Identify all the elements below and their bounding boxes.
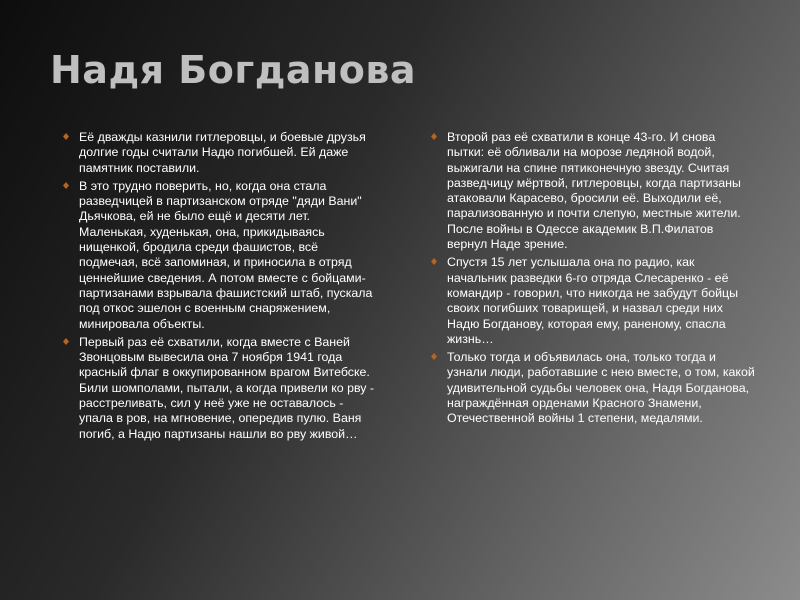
bullet-paragraph <box>430 255 755 347</box>
paragraph-text: В это трудно поверить, но, когда она стала разведчицей в партизанском отряде "дяди Вани" Дьячкова, ей не было ещё и десяти лет. Маленькая, худенькая, она, прикидываясь нищенкой, бродила среди фашистов, всё подмечая, всё запоминая, и приносила в отряд ценнейшие сведения. А потом вместе с бойцами-партизанами взрывала фашистский штаб, пускала под откос эшелон с военным снаряжением, минировала объекты. <box>79 178 373 331</box>
bullet-paragraph <box>62 179 377 332</box>
bullet-paragraph <box>430 130 755 252</box>
diamond-bullet-icon <box>63 182 69 189</box>
diamond-bullet-icon <box>431 133 437 140</box>
right-column <box>430 130 755 430</box>
diamond-bullet-icon <box>431 353 437 360</box>
paragraph-text: Первый раз её схватили, когда вместе с Ваней Звонцовым вывесила она 7 ноября 1941 года красный флаг в оккупированном врагом Витебске. Били шомполами, пытали, а когда привели ко рву - расстреливать, сил у неё уже не оставалось - упала в ров, на мгновение, опередив пулю. Ваня погиб, а Надю партизаны нашли во рву живой… <box>79 334 375 441</box>
diamond-bullet-icon <box>63 133 69 140</box>
paragraph-text: Второй раз её схватили в конце 43-го. И снова пытки: её обливали на морозе ледяной водой, выжигали на спине пятиконечную звезду. Считая разведчицу мёртвой, гитлеровцы, когда партизаны атаковали Карасево, бросили её. Выходили её, парализованную и почти слепую, местные жители. После войны в Одессе академик В.П.Филатов вернул Наде зрение. <box>447 130 741 252</box>
bullet-paragraph <box>62 130 377 176</box>
slide-title: Надя Богданова <box>50 48 417 92</box>
paragraph-text: Спустя 15 лет услышала она по радио, как начальник разведки 6-го отряда Слесаренко - её командир - говорил, что никогда не забудут бойцы своих погибших товарищей, и назвал среди них Надю Богданову, которая ему, раненому, спасла жизнь… <box>447 255 739 346</box>
diamond-bullet-icon <box>63 338 69 345</box>
bullet-paragraph <box>62 335 377 442</box>
diamond-bullet-icon <box>431 258 437 265</box>
paragraph-text: Только тогда и объявилась она, только тогда и узнали люди, работавшие с нею вместе, о том, какой удивительной судьбы человек она, Надя Богданова, награждённая орденами Красного Знамени, Отечественной войны 1 степени, медалями. <box>447 350 755 426</box>
bullet-paragraph <box>430 350 755 426</box>
paragraph-text: Её дважды казнили гитлеровцы, и боевые друзья долгие годы считали Надю погибшей. Ей даже памятник поставили. <box>79 130 366 175</box>
left-column <box>62 130 377 445</box>
